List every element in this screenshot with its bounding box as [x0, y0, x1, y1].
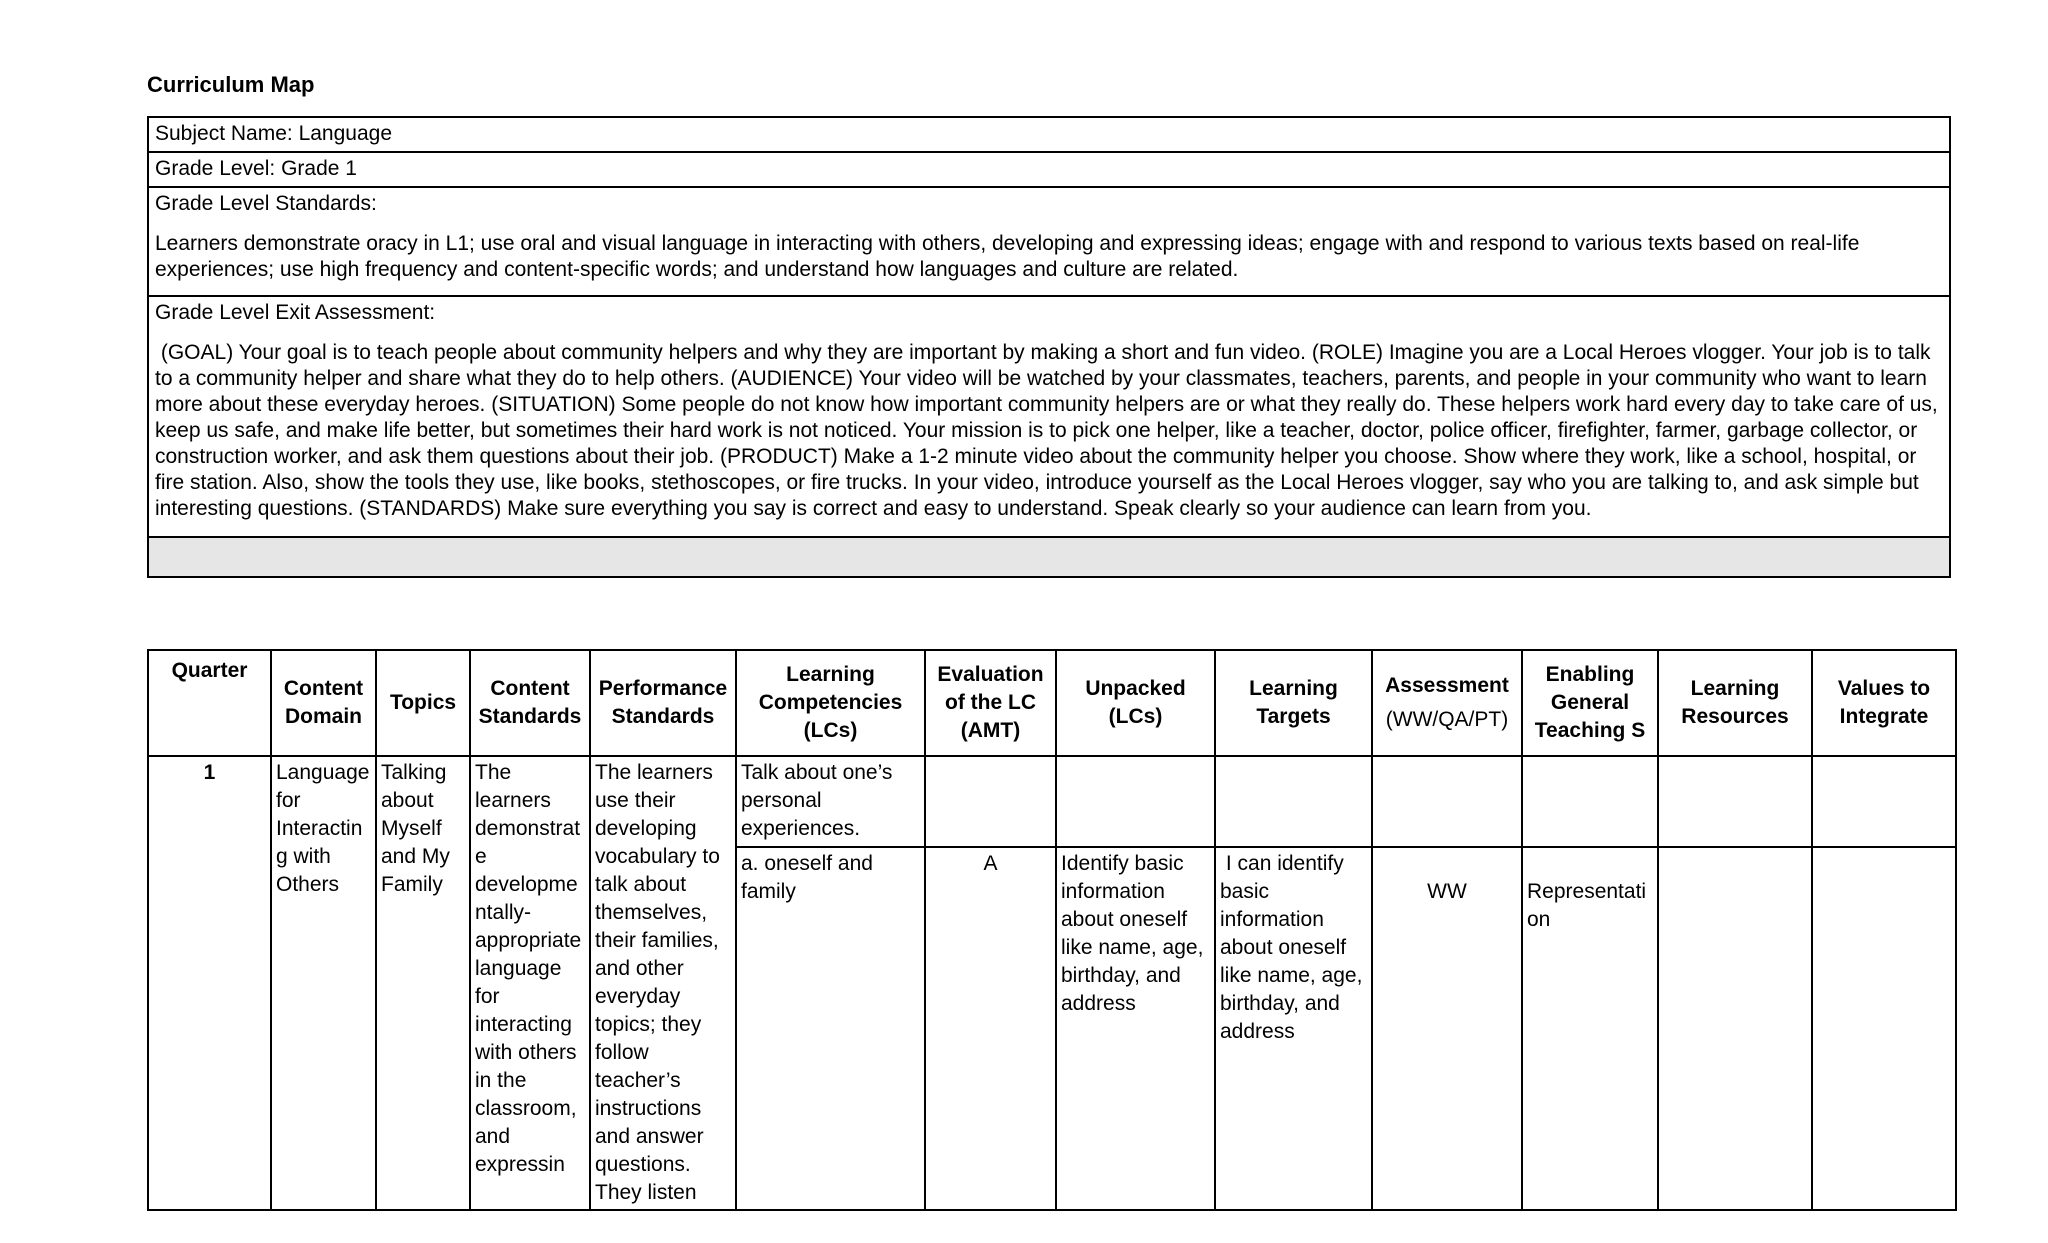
col-assessment-label: Assessment — [1385, 674, 1509, 697]
learning-resources-cell — [1658, 847, 1812, 1210]
col-values: Values to Integrate — [1812, 650, 1956, 756]
grade-level-standards-cell — [148, 187, 1950, 296]
grade-level: Grade Level: Grade 1 — [148, 152, 1950, 187]
empty-cell — [1372, 756, 1522, 847]
col-assessment-sub: (WW/QA/PT) — [1385, 708, 1509, 731]
assessment-cell — [1372, 847, 1522, 1210]
col-quarter: Quarter — [148, 650, 271, 756]
curriculum-map-table — [147, 649, 1957, 1211]
subject-row — [148, 117, 1950, 152]
empty-cell — [1056, 756, 1215, 847]
learning-competency-sub-cell: a. oneself and family — [736, 847, 925, 1210]
learning-target-cell: I can identify basic information about oneself like name, age, birthday, and address — [1215, 847, 1372, 1210]
unpacked-cell: Identify basic information about oneself like name, age, birthday, and address — [1056, 847, 1215, 1210]
separator-row — [148, 537, 1950, 577]
col-evaluation: Evaluation of the LC (AMT) — [925, 650, 1056, 756]
content-domain-cell: Language for Interacting with Others — [271, 756, 376, 1210]
col-enabling: Enabling General Teaching S — [1522, 650, 1658, 756]
exit-assessment-text: (GOAL) Your goal is to teach people about community helpers and why they are important by making a short and fun video. (ROLE) Imagine you are a Local Heroes vlogger. Your job is to talk to a community helper and share what they do to help others. (AUDIENCE) Your video will be watched by your classmates, teachers, parents, and people in your community who want to learn more about these everyday heroes. (SITUATION) Some people do not know how important community helpers are or what they really do. These helpers work hard every day to take care of us, keep us safe, and make life better, but sometimes their hard work is not noticed. Your mission is to pick one helper, like a teacher, doctor, police officer, firefighter, farmer, garbage collector, or construction worker, and ask them questions about their job. (PRODUCT) Make a 1-2 minute video about the community helper you choose. Show where they work, like a school, hospital, or fire station. Also, show the tools they use, like books, stethoscopes, or fire trucks. In your video, introduce yourself as the Local Heroes vlogger, say who you are talking to, and ask simple but interesting questions. (STANDARDS) Make sure everything you say is correct and easy to understand. Speak clearly so your audience can learn from you. — [155, 341, 1944, 520]
header-row — [148, 650, 1956, 756]
col-content-domain: Content Domain — [271, 650, 376, 756]
col-unpacked: Unpacked (LCs) — [1056, 650, 1215, 756]
col-learning-competencies: Learning Competencies (LCs) — [736, 650, 925, 756]
empty-cell — [1812, 756, 1956, 847]
col-assessment — [1372, 650, 1522, 756]
empty-cell — [925, 756, 1056, 847]
performance-standards-cell: The learners use their developing vocabulary to talk about themselves, their families, and other everyday topics; they follow teacher’s instructions and answer questions. They listen — [590, 756, 736, 1210]
curriculum-info-table — [147, 116, 1951, 578]
gray-separator — [148, 537, 1950, 577]
evaluation-cell: A — [925, 847, 1056, 1210]
subject-name: Subject Name: Language — [148, 117, 1950, 152]
exit-assessment-row — [148, 296, 1950, 537]
exit-assessment-cell — [148, 296, 1950, 537]
col-topics: Topics — [376, 650, 470, 756]
empty-cell — [1215, 756, 1372, 847]
enabling-cell: Representation — [1522, 847, 1658, 1210]
values-cell — [1812, 847, 1956, 1210]
grade-level-standards-label: Grade Level Standards: — [155, 192, 377, 215]
grade-level-standards-text: Learners demonstrate oracy in L1; use oral and visual language in interacting with others, developing and expressing ideas; engage with and respond to various texts based on real-life experiences; use high frequency and content-specific words; and understand how languages and culture are related. — [155, 232, 1860, 281]
empty-cell — [1658, 756, 1812, 847]
col-learning-resources: Learning Resources — [1658, 650, 1812, 756]
exit-assessment-label: Grade Level Exit Assessment: — [155, 301, 436, 324]
topics-cell: Talking about Myself and My Family — [376, 756, 470, 1210]
assessment-value: WW — [1427, 880, 1467, 904]
learning-competency-cell: Talk about one’s personal experiences. — [736, 756, 925, 847]
col-learning-targets: Learning Targets — [1215, 650, 1372, 756]
col-performance-standards: Performance Standards — [590, 650, 736, 756]
quarter-cell: 1 — [148, 756, 271, 1210]
col-content-standards: Content Standards — [470, 650, 590, 756]
table-row — [148, 756, 1956, 847]
empty-cell — [1522, 756, 1658, 847]
content-standards-cell: The learners demonstrate developmentally-appropriate language for interacting with others in the classroom, and expressin — [470, 756, 590, 1210]
grade-row — [148, 152, 1950, 187]
document-title: Curriculum Map — [147, 72, 315, 97]
standards-row — [148, 187, 1950, 296]
